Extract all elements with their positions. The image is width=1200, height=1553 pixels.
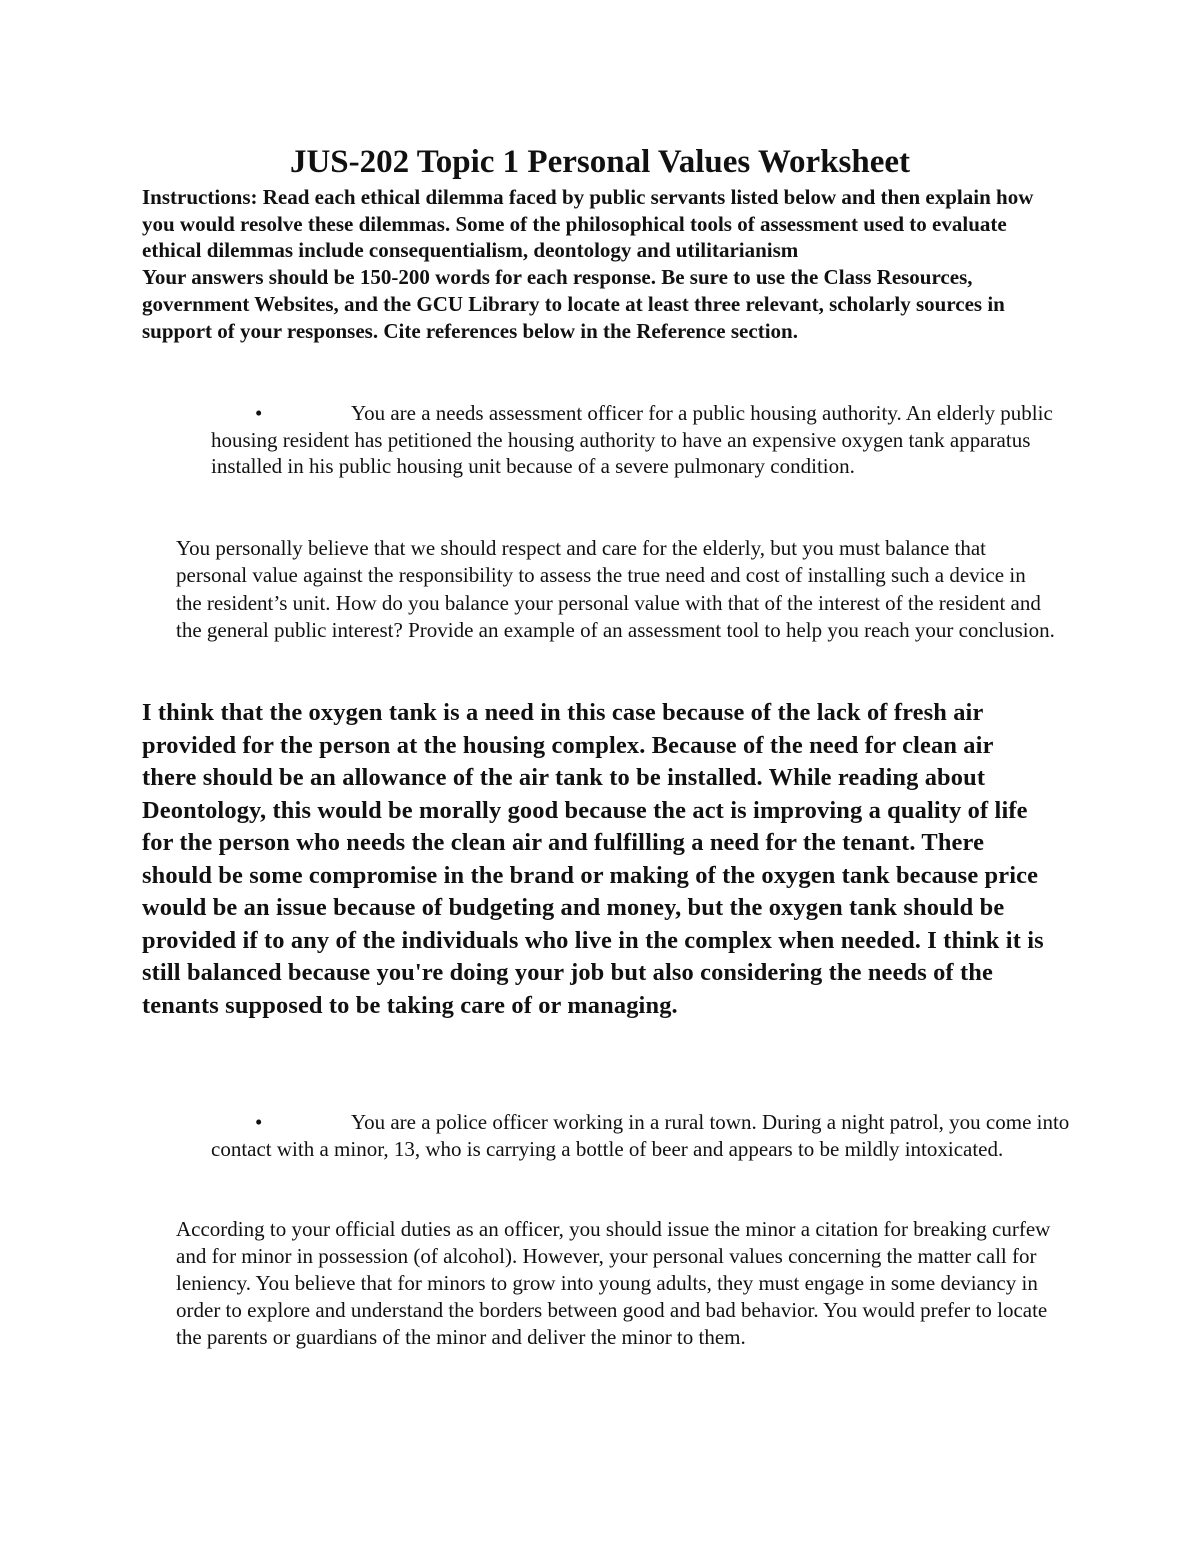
answer-requirements-paragraph: Your answers should be 150-200 words for each response. Be sure to use the Class Resources, government Websites, and the GCU Library to locate at least three relevant, scholarly sources in support of your responses. Cite references below in the Reference section. [142,265,1005,343]
dilemma-1-scenario [176,535,1056,644]
dilemma-1-scenario-text: You personally believe that we should respect and care for the elderly, but you must balance that personal value against the responsibility to assess the true need and cost of installing such a device in the resident’s unit. How do you balance your personal value with that of the interest of the resident and the general public interest? Provide an example of an assessment tool to help you reach your conclusion. [176,536,1055,642]
document-title: JUS-202 Topic 1 Personal Values Worksheet [289,144,911,180]
dilemma-1-answer-text: I think that the oxygen tank is a need in this case because of the lack of fresh air provided for the person at the housing complex. Because of the need for clean air there should be an allowance of the air tank to be installed. While reading about Deontology, this would be morally good because the act is improving a quality of life for the person who needs the clean air and fulfilling a need for the tenant. There should be some compromise in the brand or making of the oxygen tank because price would be an issue because of budgeting and money, but the oxygen tank should be provided if to any of the individuals who live in the complex when needed. I think it is still balanced because you're doing your job but also considering the needs of the tenants supposed to be taking care of or managing. [142,699,1044,1019]
dilemma-2-scenario [176,1216,1056,1351]
dilemma-2-scenario-text: According to your official duties as an officer, you should issue the minor a citation for breaking curfew and for minor in possession (of alcohol). However, your personal values concerning the matter call for leniency. You believe that for minors to grow into young adults, they must engage in some deviancy in order to explore and understand the borders between good and bad behavior. You would prefer to locate the parents or guardians of the minor and deliver the minor to them. [176,1217,1051,1350]
bullet-marker: • [255,1110,263,1134]
dilemma-1-prompt [211,400,1071,480]
instructions-block [142,184,1042,344]
dilemma-2-prompt [211,1109,1071,1162]
instructions-paragraph: Instructions: Read each ethical dilemma faced by public servants listed below and then explain how you would resolve these dilemmas. Some of the philosophical tools of assessment used to evaluate ethical dilemmas include consequentialism, deontology and utilitarianism [142,185,1034,263]
dilemma-1-answer [142,697,1047,1022]
bullet-marker: • [255,401,263,425]
dilemma-2-prompt-text: You are a police officer working in a rural town. During a night patrol, you come into contact with a minor, 13, who is carrying a bottle of beer and appears to be mildly intoxicated. [211,1110,1070,1161]
dilemma-1-prompt-text: You are a needs assessment officer for a public housing authority. An elderly public housing resident has petitioned the housing authority to have an expensive oxygen tank apparatus installed in his public housing unit because of a severe pulmonary condition. [211,401,1053,479]
